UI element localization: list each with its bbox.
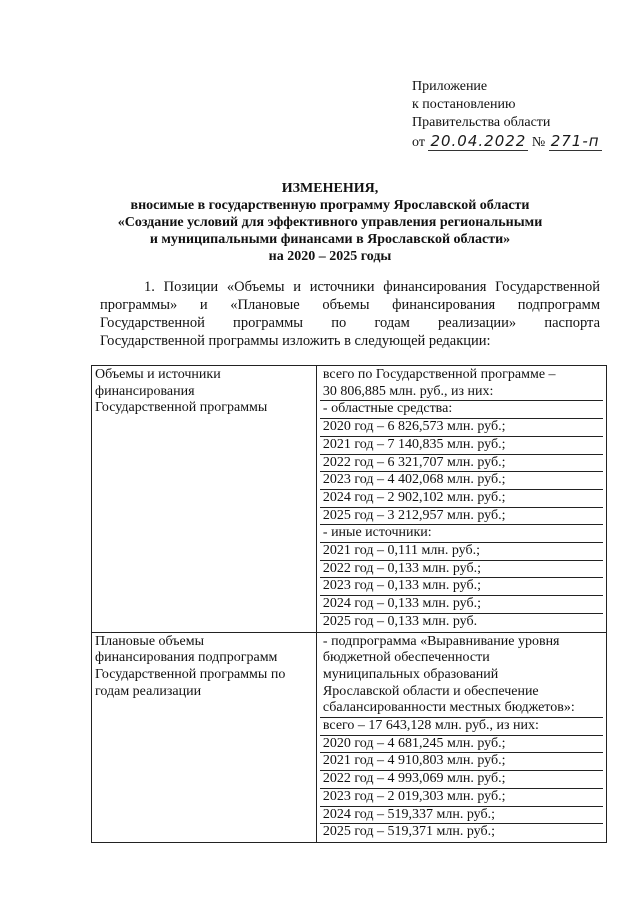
title-heading: ИЗМЕНЕНИЯ, bbox=[281, 181, 379, 196]
label-line: годам реализации bbox=[95, 683, 202, 699]
appendix-block bbox=[412, 78, 612, 152]
date-prefix: от bbox=[412, 135, 425, 150]
table-row bbox=[92, 366, 607, 633]
value-cell-planned-volumes bbox=[316, 632, 606, 842]
intro-line: программы» и «Плановые объемы финансирования подпрограмм bbox=[100, 297, 600, 313]
appendix-date-row bbox=[412, 132, 612, 152]
value-line: 2023 год – 2 019,303 млн. руб.; bbox=[320, 789, 603, 807]
intro-line: 1. Позиции «Объемы и источники финансирования Государственной bbox=[144, 279, 600, 295]
value-line: 2025 год – 519,371 млн. руб.; bbox=[322, 824, 496, 840]
value-cell-funding-sources bbox=[316, 366, 606, 633]
value-line: 2024 год – 519,337 млн. руб.; bbox=[320, 807, 603, 825]
label-cell-funding-sources bbox=[92, 366, 317, 633]
value-line: 2023 год – 4 402,068 млн. руб.; bbox=[320, 472, 603, 490]
title-line: на 2020 – 2025 годы bbox=[268, 249, 392, 264]
value-line: бюджетной обеспеченности bbox=[322, 650, 490, 666]
value-line: 2025 год – 3 212,957 млн. руб.; bbox=[320, 508, 603, 526]
title-line: «Создание условий для эффективного управления региональными bbox=[117, 215, 543, 230]
value-line: сбалансированности местных бюджетов»: bbox=[320, 700, 603, 718]
value-line: - иные источники: bbox=[320, 525, 603, 543]
document-title bbox=[60, 180, 600, 265]
value-line: всего – 17 643,128 млн. руб., из них: bbox=[320, 718, 603, 736]
value-line: 2020 год – 4 681,245 млн. руб.; bbox=[320, 736, 603, 754]
intro-line: Государственной программы по годам реализации» паспорта bbox=[100, 315, 600, 331]
title-line: и муниципальными финансами в Ярославской области» bbox=[149, 232, 511, 247]
value-line: 30 806,885 млн. руб., из них: bbox=[320, 384, 603, 402]
number-prefix: № bbox=[531, 135, 546, 150]
value-line: 2021 год – 7 140,835 млн. руб.; bbox=[320, 437, 603, 455]
value-line: 2025 год – 0,133 млн. руб. bbox=[322, 613, 478, 629]
value-line: 2024 год – 2 902,102 млн. руб.; bbox=[320, 490, 603, 508]
intro-line: Государственной программы изложить в следующей редакции: bbox=[100, 333, 491, 349]
value-line: 2021 год – 4 910,803 млн. руб.; bbox=[320, 753, 603, 771]
appendix-line-resolution: к постановлению bbox=[412, 97, 516, 112]
value-line: 2024 год – 0,133 млн. руб.; bbox=[320, 596, 603, 614]
label-line: Государственной программы по bbox=[95, 666, 286, 682]
value-line: 2023 год – 0,133 млн. руб.; bbox=[320, 578, 603, 596]
appendix-title: Приложение bbox=[412, 79, 488, 94]
intro-paragraph bbox=[100, 278, 600, 350]
label-cell-planned-volumes bbox=[92, 632, 317, 842]
appendix-line-government: Правительства области bbox=[412, 115, 551, 130]
handwritten-number: 271-п bbox=[550, 132, 600, 150]
value-line: всего по Государственной программе – bbox=[322, 367, 556, 382]
value-line: - подпрограмма «Выравнивание уровня bbox=[322, 633, 560, 649]
value-line: 2022 год – 4 993,069 млн. руб.; bbox=[320, 771, 603, 789]
value-line: 2022 год – 0,133 млн. руб.; bbox=[320, 561, 603, 579]
value-line: 2020 год – 6 826,573 млн. руб.; bbox=[320, 419, 603, 437]
value-line: 2022 год – 6 321,707 млн. руб.; bbox=[320, 455, 603, 473]
label-line: финансирования bbox=[95, 383, 195, 399]
label-line: Объемы и источники bbox=[95, 367, 221, 382]
passport-table bbox=[91, 365, 607, 843]
label-line: Государственной программы bbox=[95, 400, 268, 416]
title-line: вносимые в государственную программу Ярославской области bbox=[130, 198, 530, 213]
table-row bbox=[92, 632, 607, 842]
value-line: - областные средства: bbox=[320, 401, 603, 419]
label-line: финансирования подпрограмм bbox=[95, 650, 278, 666]
value-line: 2021 год – 0,111 млн. руб.; bbox=[320, 543, 603, 561]
label-line: Плановые объемы bbox=[95, 633, 205, 649]
value-line: Ярославской области и обеспечение bbox=[322, 683, 539, 699]
handwritten-date: 20.04.2022 bbox=[430, 132, 527, 150]
value-line: муниципальных образований bbox=[322, 666, 499, 682]
